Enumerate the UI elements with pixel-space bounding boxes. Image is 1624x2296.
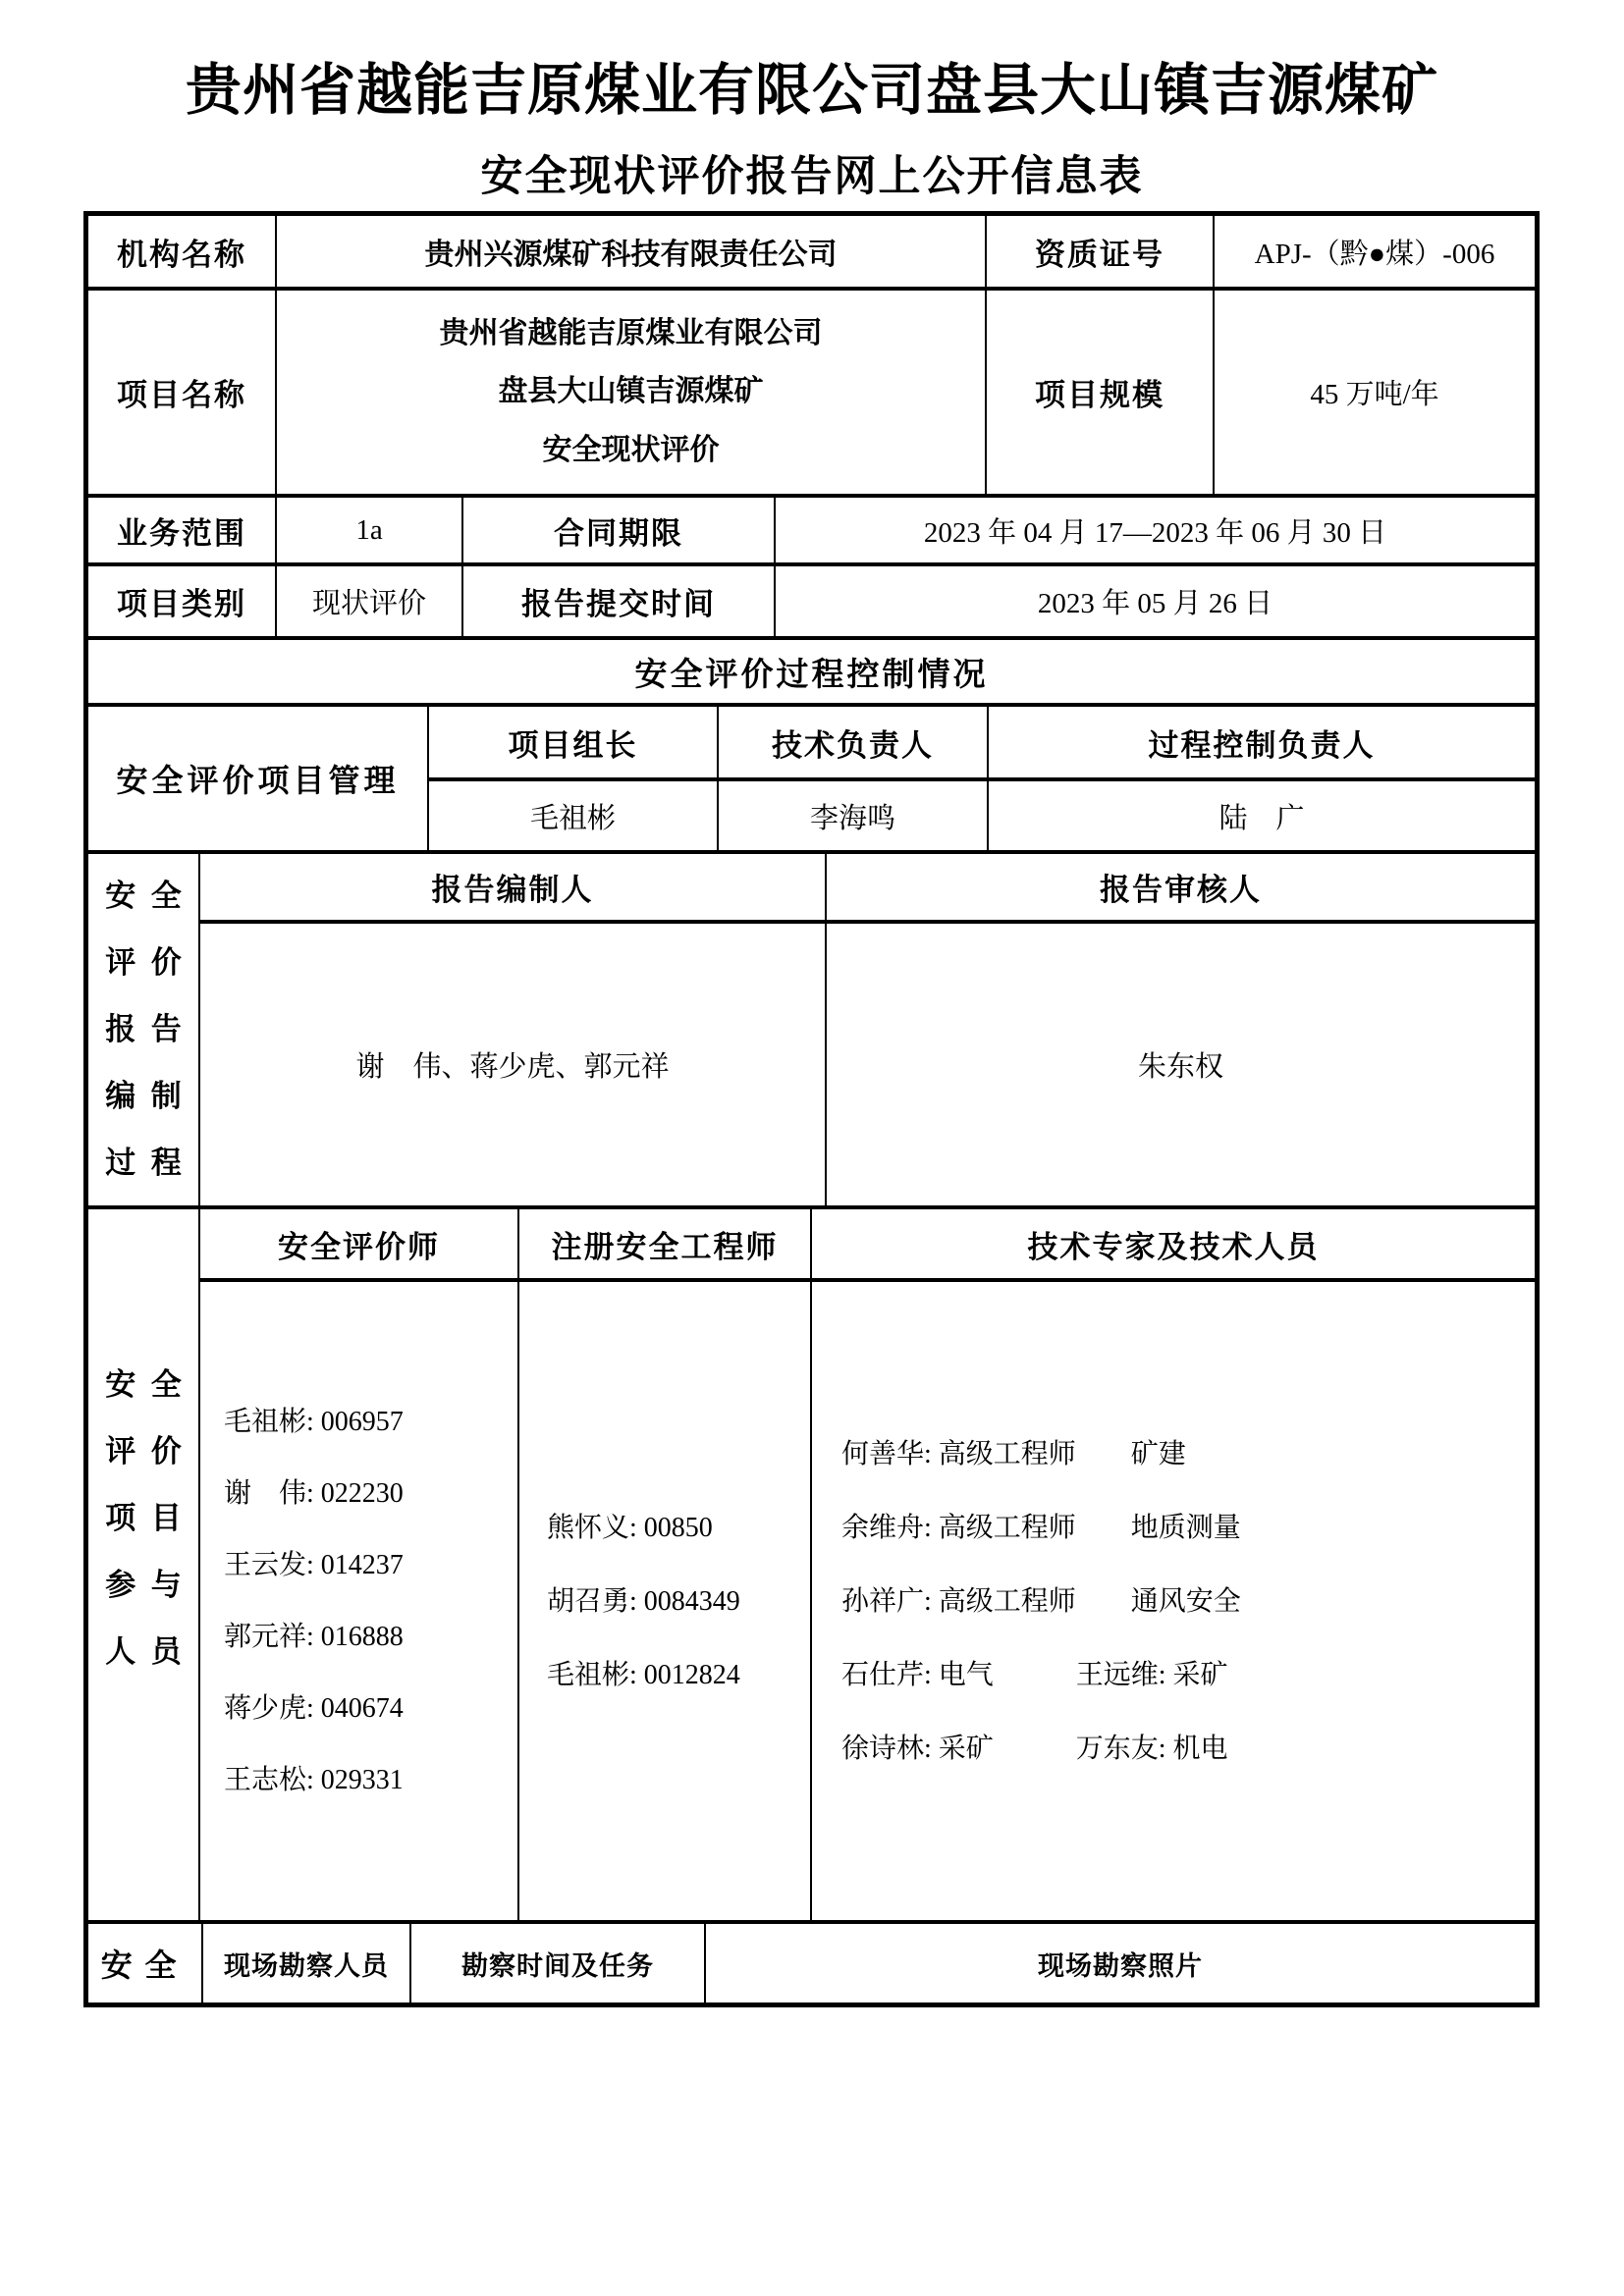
text-line: 熊怀义: 00850 bbox=[547, 1512, 713, 1543]
registered-engineer-list bbox=[517, 1282, 810, 1920]
project-name-value bbox=[275, 291, 985, 494]
row-report-compilation bbox=[88, 850, 1535, 1205]
row-site-survey bbox=[88, 1920, 1535, 2002]
document-subtitle: 安全现状评价报告网上公开信息表 bbox=[480, 154, 1144, 200]
project-scale-label: 项目规模 bbox=[985, 291, 1213, 494]
registered-engineer-header: 注册安全工程师 bbox=[517, 1209, 810, 1278]
report-compilation-grid bbox=[198, 854, 1535, 1205]
process-control-lead-header: 过程控制负责人 bbox=[987, 707, 1535, 777]
row-project bbox=[88, 287, 1535, 494]
team-leader-value: 毛祖彬 bbox=[427, 781, 717, 850]
participants-values bbox=[198, 1278, 1535, 1920]
text-line: 石仕芹: 电气 王远维: 采矿 bbox=[841, 1659, 1228, 1690]
project-management-headers bbox=[427, 707, 1535, 777]
participants-side-label bbox=[88, 1209, 198, 1920]
technical-experts-list bbox=[810, 1282, 1535, 1920]
safety-assessor-header: 安全评价师 bbox=[198, 1209, 517, 1278]
text-line: 王云发: 014237 bbox=[224, 1550, 404, 1580]
report-writer-value: 谢 伟、蒋少虎、郭元祥 bbox=[198, 924, 825, 1205]
tech-lead-header: 技术负责人 bbox=[717, 707, 987, 777]
text-line: 郭元祥: 016888 bbox=[224, 1622, 404, 1652]
text-line: 王志松: 029331 bbox=[224, 1765, 404, 1795]
row-business-scope bbox=[88, 494, 1535, 562]
contract-period-value: 2023 年 04 月 17—2023 年 06 月 30 日 bbox=[774, 498, 1535, 562]
text-line: 蒋少虎: 040674 bbox=[224, 1693, 404, 1724]
text-line: 毛祖彬: 0012824 bbox=[547, 1659, 740, 1690]
report-compilation-headers bbox=[198, 854, 1535, 920]
text-line: 余维舟: 高级工程师 地质测量 bbox=[841, 1512, 1241, 1543]
cert-number-label: 资质证号 bbox=[985, 216, 1213, 287]
project-category-label: 项目类别 bbox=[117, 587, 246, 621]
row-organization bbox=[88, 216, 1535, 287]
text-line: 人员 bbox=[105, 1633, 197, 1669]
text-line: 安全 bbox=[105, 879, 197, 913]
text-line: 项目 bbox=[105, 1500, 197, 1535]
row-project-management bbox=[88, 703, 1535, 850]
project-scale-value: 45 万吨/年 bbox=[1213, 291, 1535, 494]
text-line: 谢 伟: 022230 bbox=[224, 1478, 404, 1509]
team-leader-header: 项目组长 bbox=[427, 707, 717, 777]
report-submit-time-value: 2023 年 05 月 26 日 bbox=[774, 566, 1535, 636]
text-line: 孙祥广: 高级工程师 通风安全 bbox=[841, 1585, 1241, 1617]
project-category-value: 现状评价 bbox=[275, 566, 461, 636]
row-participants bbox=[88, 1205, 1535, 1920]
text-line: 毛祖彬: 006957 bbox=[224, 1407, 404, 1437]
survey-personnel-header: 现场勘察人员 bbox=[201, 1924, 409, 2002]
document-title: 贵州省越能吉原煤业有限公司盘县大山镇吉源煤矿 bbox=[186, 60, 1438, 122]
project-management-grid bbox=[427, 707, 1535, 850]
row-process-control-header bbox=[88, 636, 1535, 703]
report-compilation-values bbox=[198, 920, 1535, 1205]
report-compilation-side-label bbox=[88, 854, 198, 1205]
text-line: 何善华: 高级工程师 矿建 bbox=[841, 1438, 1186, 1469]
text-line: 评价 bbox=[105, 945, 197, 980]
site-survey-side-label: 安全 bbox=[100, 1948, 189, 1983]
project-management-values bbox=[427, 777, 1535, 850]
text-line: 参与 bbox=[105, 1567, 197, 1602]
text-line: 贵州省越能吉原煤业有限公司 bbox=[439, 316, 823, 349]
text-line: 胡召勇: 0084349 bbox=[547, 1585, 740, 1617]
text-line: 编制 bbox=[105, 1079, 197, 1113]
survey-photos-header: 现场勘察照片 bbox=[704, 1924, 1535, 2002]
text-line: 报告 bbox=[105, 1012, 197, 1046]
report-writer-header: 报告编制人 bbox=[198, 854, 825, 920]
text-line: 过程 bbox=[105, 1146, 197, 1180]
tech-lead-value: 李海鸣 bbox=[717, 781, 987, 850]
text-line: 安全现状评价 bbox=[542, 434, 720, 467]
business-scope-value: 1a bbox=[275, 498, 461, 562]
cert-number-value: APJ-（黔●煤）-006 bbox=[1213, 216, 1535, 287]
safety-assessor-list bbox=[198, 1282, 517, 1920]
business-scope-label: 业务范围 bbox=[117, 515, 246, 551]
text-line: 安全 bbox=[105, 1366, 197, 1402]
org-name-label: 机构名称 bbox=[117, 237, 246, 272]
text-line: 徐诗林: 采矿 万东友: 机电 bbox=[841, 1733, 1228, 1764]
info-table bbox=[83, 211, 1540, 2007]
report-reviewer-header: 报告审核人 bbox=[825, 854, 1535, 920]
report-reviewer-value: 朱东权 bbox=[825, 924, 1535, 1205]
project-name-label: 项目名称 bbox=[117, 378, 246, 412]
text-line: 盘县大山镇吉源煤矿 bbox=[498, 375, 764, 408]
contract-period-label: 合同期限 bbox=[461, 498, 774, 562]
process-control-section-title: 安全评价过程控制情况 bbox=[634, 657, 989, 693]
project-management-label: 安全评价项目管理 bbox=[116, 763, 400, 798]
process-control-lead-value: 陆 广 bbox=[987, 781, 1535, 850]
org-name-value: 贵州兴源煤矿科技有限责任公司 bbox=[275, 216, 985, 287]
participants-headers bbox=[198, 1209, 1535, 1278]
technical-experts-header: 技术专家及技术人员 bbox=[810, 1209, 1535, 1278]
survey-time-task-header: 勘察时间及任务 bbox=[409, 1924, 704, 2002]
row-project-category bbox=[88, 562, 1535, 636]
participants-grid bbox=[198, 1209, 1535, 1920]
text-line: 评价 bbox=[105, 1433, 197, 1468]
report-submit-time-label: 报告提交时间 bbox=[461, 566, 774, 636]
